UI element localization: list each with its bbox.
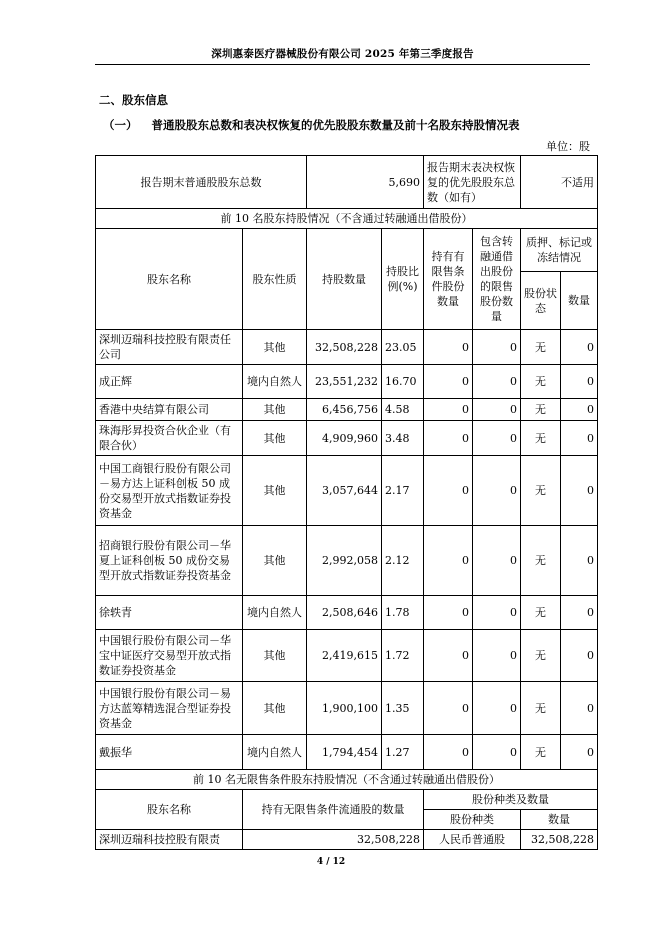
holder-ratio: 3.48 [382, 421, 424, 456]
unrestricted-holder-name: 深圳迈瑞科技控股有限责 [96, 830, 243, 850]
holder-lent: 0 [473, 421, 521, 456]
subsection-title [103, 117, 520, 133]
preferred-holders-value: 不适用 [521, 156, 598, 209]
holder-name: 成正辉 [96, 365, 243, 399]
holder-lent: 0 [473, 735, 521, 770]
holder-restricted: 0 [424, 596, 473, 630]
holder-nature: 其他 [243, 456, 307, 526]
holder-nature: 其他 [243, 630, 307, 682]
header-divider [95, 64, 590, 65]
holder-ratio: 1.35 [382, 682, 424, 735]
holder-pledge-qty: 0 [561, 330, 598, 365]
holder-pledge-status: 无 [521, 456, 561, 526]
table-row [96, 735, 598, 770]
holder-name: 中国银行股份有限公司－华宝中证医疗交易型开放式指数证券投资基金 [96, 630, 243, 682]
holder-qty: 1,900,100 [307, 682, 382, 735]
total-holders-value: 5,690 [307, 156, 424, 209]
holder-pledge-qty: 0 [561, 526, 598, 596]
holder-restricted: 0 [424, 526, 473, 596]
subsection-number: （一） [103, 118, 138, 132]
holder-ratio: 16.70 [382, 365, 424, 399]
holder-pledge-status: 无 [521, 421, 561, 456]
holder-pledge-qty: 0 [561, 365, 598, 399]
holder-lent: 0 [473, 365, 521, 399]
col-header-ratio: 持股比例(%) [382, 229, 424, 330]
holder-restricted: 0 [424, 421, 473, 456]
holder-pledge-qty: 0 [561, 456, 598, 526]
holder-lent: 0 [473, 399, 521, 421]
table-row [96, 526, 598, 596]
holder-qty: 6,456,756 [307, 399, 382, 421]
holder-lent: 0 [473, 596, 521, 630]
holder-qty: 2,992,058 [307, 526, 382, 596]
holder-nature: 其他 [243, 526, 307, 596]
table-row [96, 330, 598, 365]
holder-name: 珠海彤昇投资合伙企业（有限合伙） [96, 421, 243, 456]
holder-pledge-qty: 0 [561, 421, 598, 456]
unrestricted-caption: 前 10 名无限售条件股东持股情况（不含通过转融通出借股份） [96, 770, 598, 790]
unrestricted-header-qty: 持有无限售条件流通股的数量 [243, 790, 424, 830]
table-row [96, 630, 598, 682]
holder-restricted: 0 [424, 399, 473, 421]
col-header-pledge-status: 股份状态 [521, 272, 561, 330]
holder-name: 徐轶青 [96, 596, 243, 630]
holder-restricted: 0 [424, 456, 473, 526]
col-header-restricted: 持有有限售条件股份数量 [424, 229, 473, 330]
col-header-pledge-qty: 数量 [561, 272, 598, 330]
holder-nature: 其他 [243, 330, 307, 365]
holder-restricted: 0 [424, 735, 473, 770]
holder-ratio: 1.72 [382, 630, 424, 682]
table-row [96, 399, 598, 421]
holder-name: 香港中央结算有限公司 [96, 399, 243, 421]
holder-ratio: 4.58 [382, 399, 424, 421]
holder-pledge-status: 无 [521, 365, 561, 399]
holder-lent: 0 [473, 682, 521, 735]
holder-pledge-qty: 0 [561, 630, 598, 682]
holder-lent: 0 [473, 526, 521, 596]
holder-qty: 4,909,960 [307, 421, 382, 456]
holder-qty: 2,419,615 [307, 630, 382, 682]
table-row [96, 682, 598, 735]
holder-nature: 其他 [243, 399, 307, 421]
holder-qty: 2,508,646 [307, 596, 382, 630]
holder-lent: 0 [473, 330, 521, 365]
unit-label: 单位：股 [546, 140, 590, 153]
holder-restricted: 0 [424, 330, 473, 365]
subsection-text: 普通股股东总数和表决权恢复的优先股股东数量及前十名股东持股情况表 [151, 118, 520, 132]
holder-nature: 境内自然人 [243, 365, 307, 399]
col-header-nature: 股东性质 [243, 229, 307, 330]
holder-nature: 境内自然人 [243, 596, 307, 630]
unrestricted-header-kind-group: 股份种类及数量 [424, 790, 598, 810]
holder-name: 中国工商银行股份有限公司－易方达上证科创板 50 成份交易型开放式指数证券投资基金 [96, 456, 243, 526]
table-row [96, 365, 598, 399]
holder-nature: 其他 [243, 682, 307, 735]
table-row [96, 421, 598, 456]
holder-qty: 32,508,228 [307, 330, 382, 365]
holder-restricted: 0 [424, 630, 473, 682]
holder-qty: 1,794,454 [307, 735, 382, 770]
holder-pledge-status: 无 [521, 596, 561, 630]
holder-lent: 0 [473, 456, 521, 526]
col-header-pledge: 质押、标记或冻结情况 [521, 229, 598, 272]
holder-ratio: 23.05 [382, 330, 424, 365]
shareholder-table [95, 155, 598, 850]
report-header-title: 深圳惠泰医疗器械股份有限公司 2025 年第三季度报告 [211, 48, 474, 60]
page-number: 4 / 12 [316, 857, 346, 867]
holder-name: 招商银行股份有限公司－华夏上证科创板 50 成份交易型开放式指数证券投资基金 [96, 526, 243, 596]
section-title: 二、股东信息 [99, 93, 168, 107]
preferred-holders-label: 报告期末表决权恢复的优先股股东总数（如有） [424, 156, 521, 209]
unrestricted-holder-kind: 人民币普通股 [424, 830, 521, 850]
holder-nature: 境内自然人 [243, 735, 307, 770]
holder-pledge-qty: 0 [561, 682, 598, 735]
holder-qty: 3,057,644 [307, 456, 382, 526]
holder-pledge-status: 无 [521, 330, 561, 365]
holder-pledge-status: 无 [521, 526, 561, 596]
unrestricted-holder-kind-qty: 32,508,228 [521, 830, 598, 850]
table-row [96, 830, 598, 850]
holder-name: 中国银行股份有限公司－易方达蓝筹精选混合型证券投资基金 [96, 682, 243, 735]
holder-qty: 23,551,232 [307, 365, 382, 399]
holder-restricted: 0 [424, 682, 473, 735]
holder-ratio: 2.17 [382, 456, 424, 526]
col-header-lent: 包含转融通借出股份的限售股份数量 [473, 229, 521, 330]
holder-name: 戴振华 [96, 735, 243, 770]
holder-lent: 0 [473, 630, 521, 682]
holder-restricted: 0 [424, 365, 473, 399]
unrestricted-holder-qty: 32,508,228 [243, 830, 424, 850]
holder-nature: 其他 [243, 421, 307, 456]
holder-ratio: 1.27 [382, 735, 424, 770]
col-header-name: 股东名称 [96, 229, 243, 330]
top10-caption: 前 10 名股东持股情况（不含通过转融通出借股份） [96, 209, 598, 229]
holder-pledge-qty: 0 [561, 596, 598, 630]
holder-pledge-qty: 0 [561, 735, 598, 770]
holder-pledge-status: 无 [521, 682, 561, 735]
table-row [96, 456, 598, 526]
unrestricted-header-name: 股东名称 [96, 790, 243, 830]
total-holders-label: 报告期末普通股股东总数 [96, 156, 307, 209]
holder-ratio: 1.78 [382, 596, 424, 630]
holder-pledge-status: 无 [521, 735, 561, 770]
summary-row [96, 156, 598, 209]
unrestricted-header-kind: 股份种类 [424, 810, 521, 830]
col-header-qty: 持股数量 [307, 229, 382, 330]
unrestricted-header-kind-qty: 数量 [521, 810, 598, 830]
holder-pledge-status: 无 [521, 630, 561, 682]
holder-ratio: 2.12 [382, 526, 424, 596]
table-row [96, 596, 598, 630]
holder-pledge-status: 无 [521, 399, 561, 421]
holder-name: 深圳迈瑞科技控股有限责任公司 [96, 330, 243, 365]
holder-pledge-qty: 0 [561, 399, 598, 421]
